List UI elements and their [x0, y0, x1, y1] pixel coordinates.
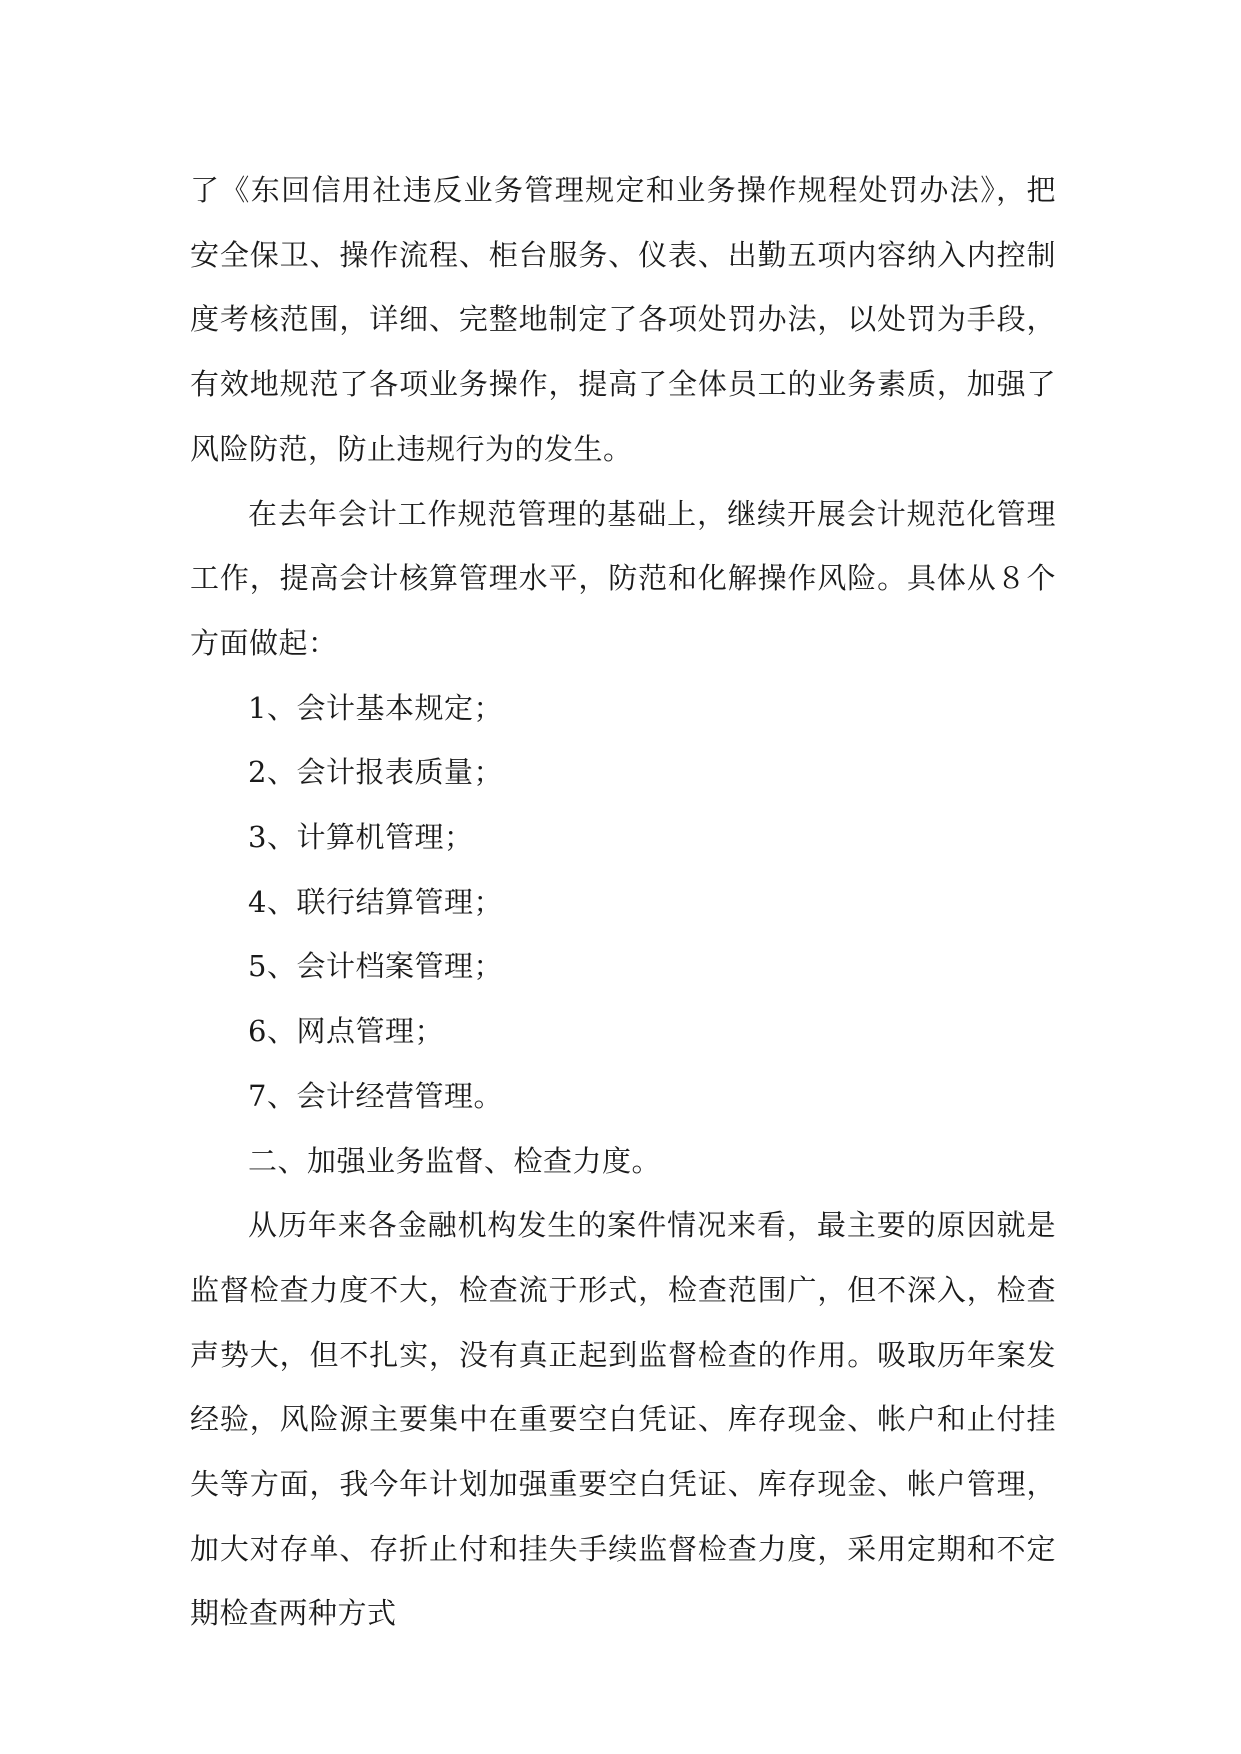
- paragraph-continued: 了《东回信用社违反业务管理规定和业务操作规程处罚办法》，把安全保卫、操作流程、柜台服务、仪表、出勤五项内容纳入内控制度考核范围，详细、完整地制定了各项处罚办法，以处罚为手段，有效地规范了各项业务操作，提高了全体员工的业务素质，加强了风险防范，防止违规行为的发生。: [190, 173, 1056, 466]
- paragraph-accounting: 在去年会计工作规范管理的基础上，继续开展会计规范化管理工作，提高会计核算管理水平，防范和化解操作风险。具体从８个方面做起：: [190, 496, 1056, 660]
- paragraph-supervision: 从历年来各金融机构发生的案件情况来看，最主要的原因就是监督检查力度不大，检查流于形式，检查范围广，但不深入，检查声势大，但不扎实，没有真正起到监督检查的作用。吸取历年案发经验，风险源主要集中在重要空白凭证、库存现金、帐户和止付挂失等方面，我今年计划加强重要空白凭证、库存现金、帐户管理，加大对存单、存折止付和挂失手续监督检查力度，采用定期和不定期检查两种方式: [190, 1208, 1056, 1631]
- list-item: 7、会计经营管理。: [248, 1078, 503, 1113]
- list-item: 6、网点管理；: [248, 1014, 444, 1049]
- section-heading: 二、加强业务监督、检查力度。: [248, 1143, 662, 1178]
- list-item: 1、会计基本规定；: [248, 690, 503, 725]
- list-item: 4、联行结算管理；: [248, 884, 503, 919]
- document-body: [190, 158, 1056, 1646]
- list-item: 5、会计档案管理；: [248, 949, 503, 984]
- list-item: 3、计算机管理；: [248, 820, 474, 855]
- list-item: 2、会计报表质量；: [248, 755, 503, 790]
